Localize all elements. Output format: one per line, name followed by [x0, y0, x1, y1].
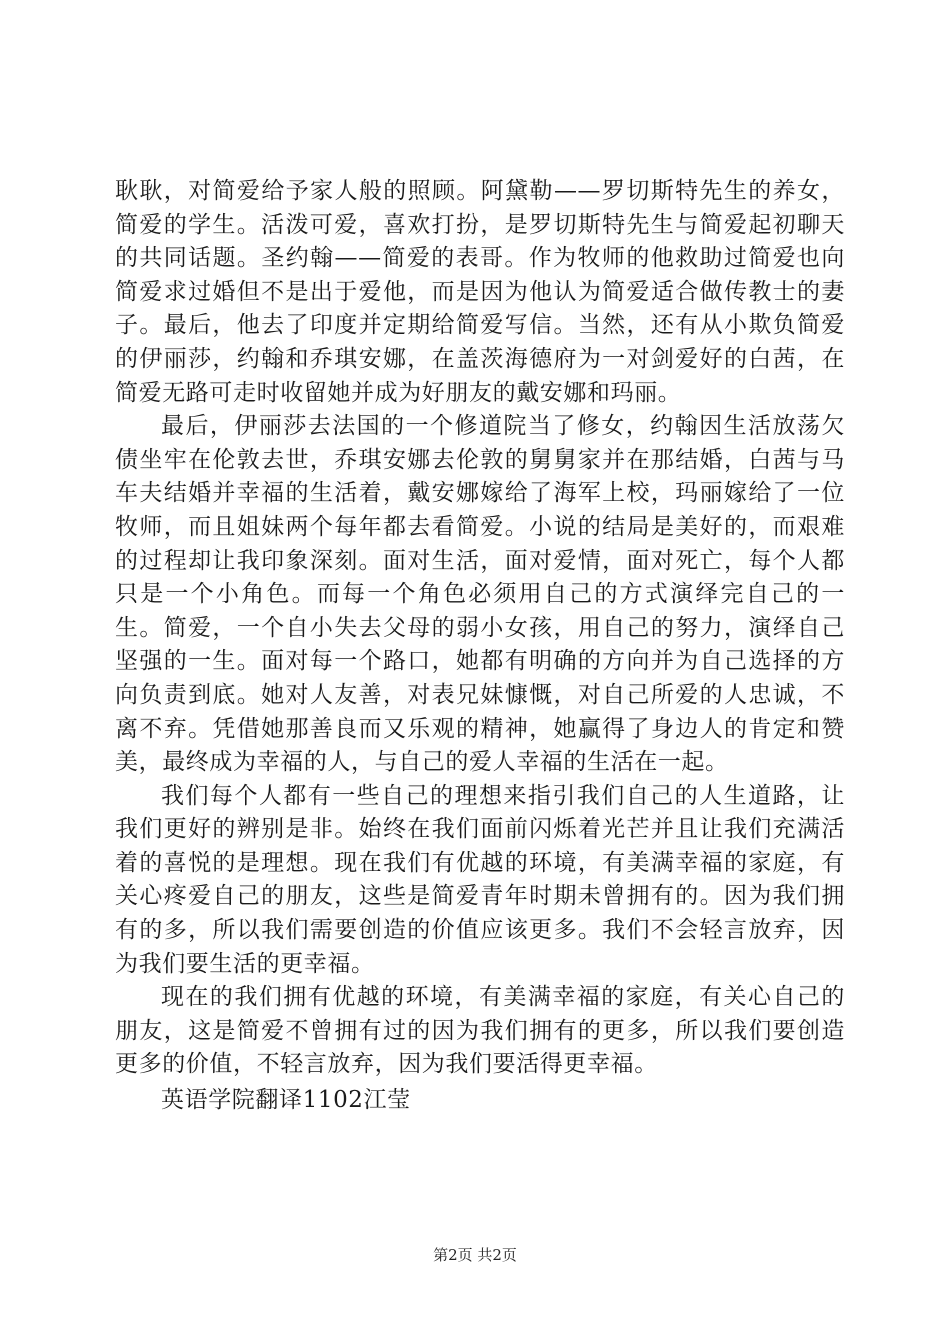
paragraph-2: 最后，伊丽莎去法国的一个修道院当了修女，约翰因生活放荡欠债坐牢在伦敦去世，乔琪安娜去伦敦的舅舅家并在那结婚，白茜与马车夫结婚并幸福的生活着，戴安娜嫁给了海军上校，玛丽嫁给了一位牧师，而且姐妹两个每年都去看简爱。小说的结局是美好的，而艰难的过程却让我印象深刻。面对生活，面对爱情，面对死亡，每个人都只是一个小角色。而每一个角色必须用自己的方式演绎完自己的一生。简爱，一个自小失去父母的弱小女孩，用自己的努力，演绎自己坚强的一生。面对每一个路口，她都有明确的方向并为自己选择的方向负责到底。她对人友善，对表兄妹慷慨，对自己所爱的人忠诚，不离不弃。凭借她那善良而又乐观的精神，她赢得了身边人的肯定和赞美，最终成为幸福的人，与自己的爱人幸福的生活在一起。	[115, 413, 845, 776]
paragraph-3: 我们每个人都有一些自己的理想来指引我们自己的人生道路，让我们更好的辨别是非。始终在我们面前闪烁着光芒并且让我们充满活着的喜悦的是理想。现在我们有优越的环境，有美满幸福的家庭，有关心疼爱自己的朋友，这些是简爱青年时期未曾拥有的。因为我们拥有的多，所以我们需要创造的价值应该更多。我们不会轻言放弃，因为我们要生活的更幸福。	[115, 782, 845, 977]
page-footer: 第2页 共2页	[433, 1246, 517, 1264]
document-body	[115, 175, 845, 1118]
paragraph-1: 耿耿，对简爱给予家人般的照顾。阿黛勒——罗切斯特先生的养女，简爱的学生。活泼可爱，喜欢打扮，是罗切斯特先生与简爱起初聊天的共同话题。圣约翰——简爱的表哥。作为牧师的他救助过简爱也向简爱求过婚但不是出于爱他，而是因为他认为简爱适合做传教士的妻子。最后，他去了印度并定期给简爱写信。当然，还有从小欺负简爱的伊丽莎，约翰和乔琪安娜，在盖茨海德府为一对剑爱好的白茜，在简爱无路可走时收留她并成为好朋友的戴安娜和玛丽。	[115, 178, 845, 406]
author-signature: 英语学院翻译1102江莹	[161, 1087, 411, 1114]
paragraph-4: 现在的我们拥有优越的环境，有美满幸福的家庭，有关心自己的朋友，这是简爱不曾拥有过的因为我们拥有的更多，所以我们要创造更多的价值，不轻言放弃，因为我们要活得更幸福。	[115, 984, 845, 1078]
